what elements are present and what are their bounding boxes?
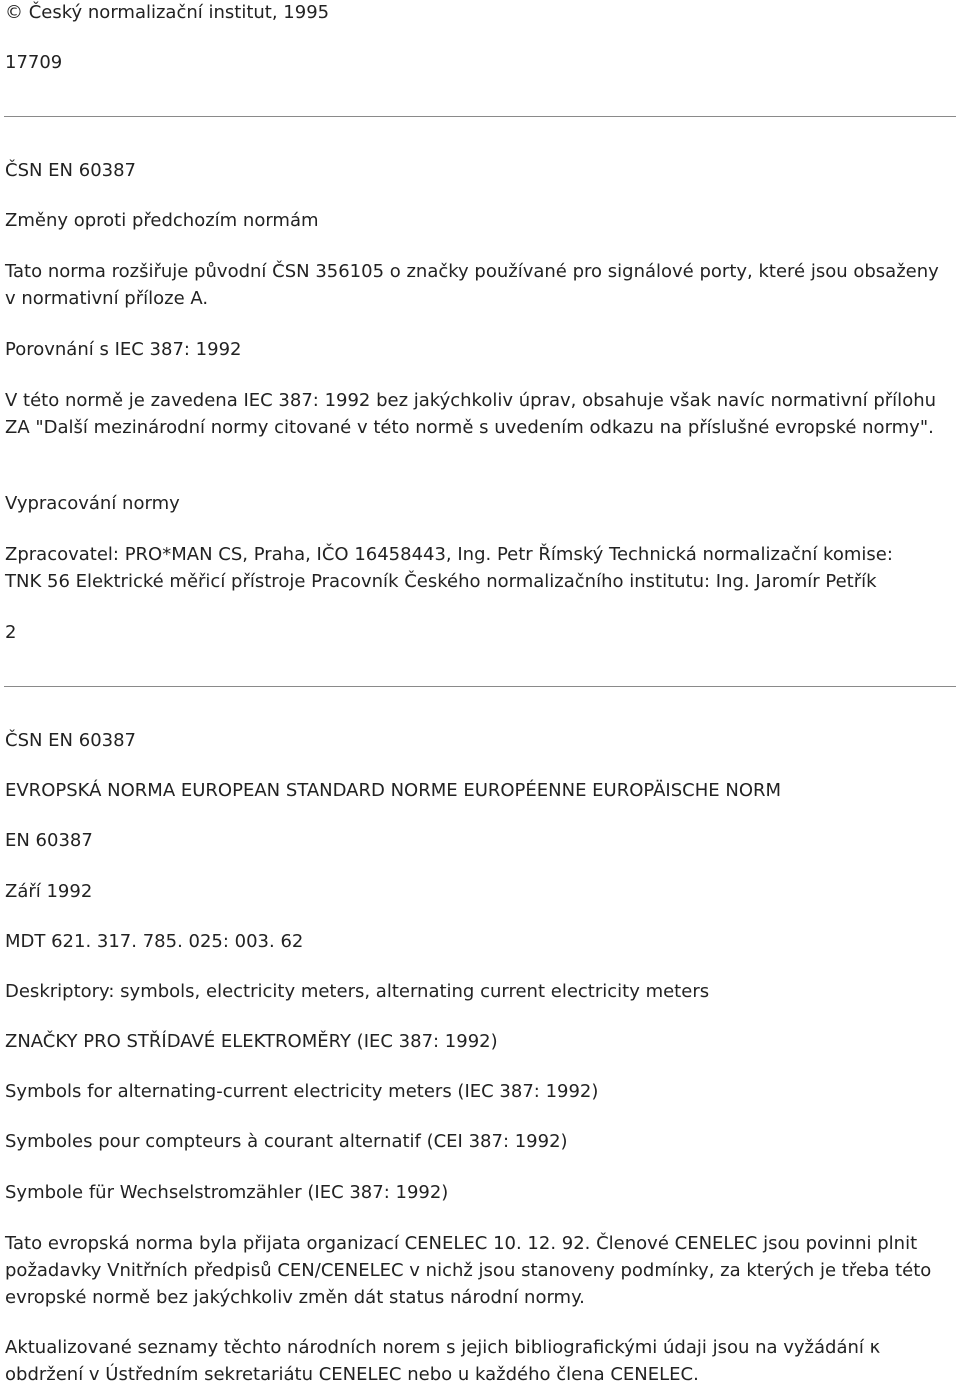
en-number: EN 60387 <box>5 830 93 851</box>
page-divider <box>4 116 956 117</box>
norm-titles: EVROPSKÁ NORMA EUROPEAN STANDARD NORME EUROPÉENNE EUROPÄISCHE NORM <box>5 780 782 801</box>
changes-text: Tato norma rozšiřuje původní ČSN 356105 o značky používané pro signálové porty, které jsou obsaženy v normativní příloze A. <box>5 261 939 309</box>
prepared-line-2: TNK 56 Elektrické měřicí přístroje Pracovník Českého normalizačního institutu: Ing. Jaromír Petřík <box>5 571 877 592</box>
document-number: 17709 <box>5 52 63 73</box>
prepared-line-1: Zpracovatel: PRO*MAN CS, Praha, IČO 16458443, Ing. Petr Římský Technická normalizační komise: <box>5 544 893 565</box>
prepared-heading: Vypracování normy <box>5 493 180 514</box>
copyright-line: © Český normalizační institut, 1995 <box>5 2 330 23</box>
standard-id: ČSN EN 60387 <box>5 730 137 751</box>
comparison-heading: Porovnání s IEC 387: 1992 <box>5 339 242 360</box>
page-divider <box>4 686 956 687</box>
adoption-text: Tato evropská norma byla přijata organizací CENELEC 10. 12. 92. Členové CENELEC jsou povinni plnit požadavky Vnitřních předpisů CEN/CENELEC v nichž jsou stanoveny podmínky, za kterých je třeba této evropské normě bez jakýchkoliv změn dát status národní normy. <box>5 1233 932 1308</box>
descriptors: Deskriptory: symbols, electricity meters, alternating current electricity meters <box>5 981 710 1002</box>
changes-heading: Změny oproti předchozím normám <box>5 210 319 231</box>
title-french: Symboles pour compteurs à courant alternatif (CEI 387: 1992) <box>5 1131 568 1152</box>
page-number: 2 <box>5 622 17 643</box>
mdt-classification: MDT 621. 317. 785. 025: 003. 62 <box>5 931 304 952</box>
title-czech: ZNAČKY PRO STŘÍDAVÉ ELEKTROMĚRY (IEC 387: 1992) <box>5 1031 498 1052</box>
standard-id: ČSN EN 60387 <box>5 160 137 181</box>
national-lists-text: Aktualizované seznamy těchto národních norem s jejich bibliografickými údaji jsou na vyžádání κ obdržení v Ústředním sekretariátu CENELEC nebo u každého člena CENELEC. <box>5 1337 881 1385</box>
title-english: Symbols for alternating-current electricity meters (IEC 387: 1992) <box>5 1081 599 1102</box>
title-german: Symbole für Wechselstromzähler (IEC 387: 1992) <box>5 1182 449 1203</box>
comparison-text: V této normě je zavedena IEC 387: 1992 bez jakýchkoliv úprav, obsahuje však navíc normativní přílohu ZA "Další mezinárodní normy citované v této normě s uvedením odkazu na příslušné evropské normy". <box>5 390 937 438</box>
issue-date: Září 1992 <box>5 881 93 902</box>
